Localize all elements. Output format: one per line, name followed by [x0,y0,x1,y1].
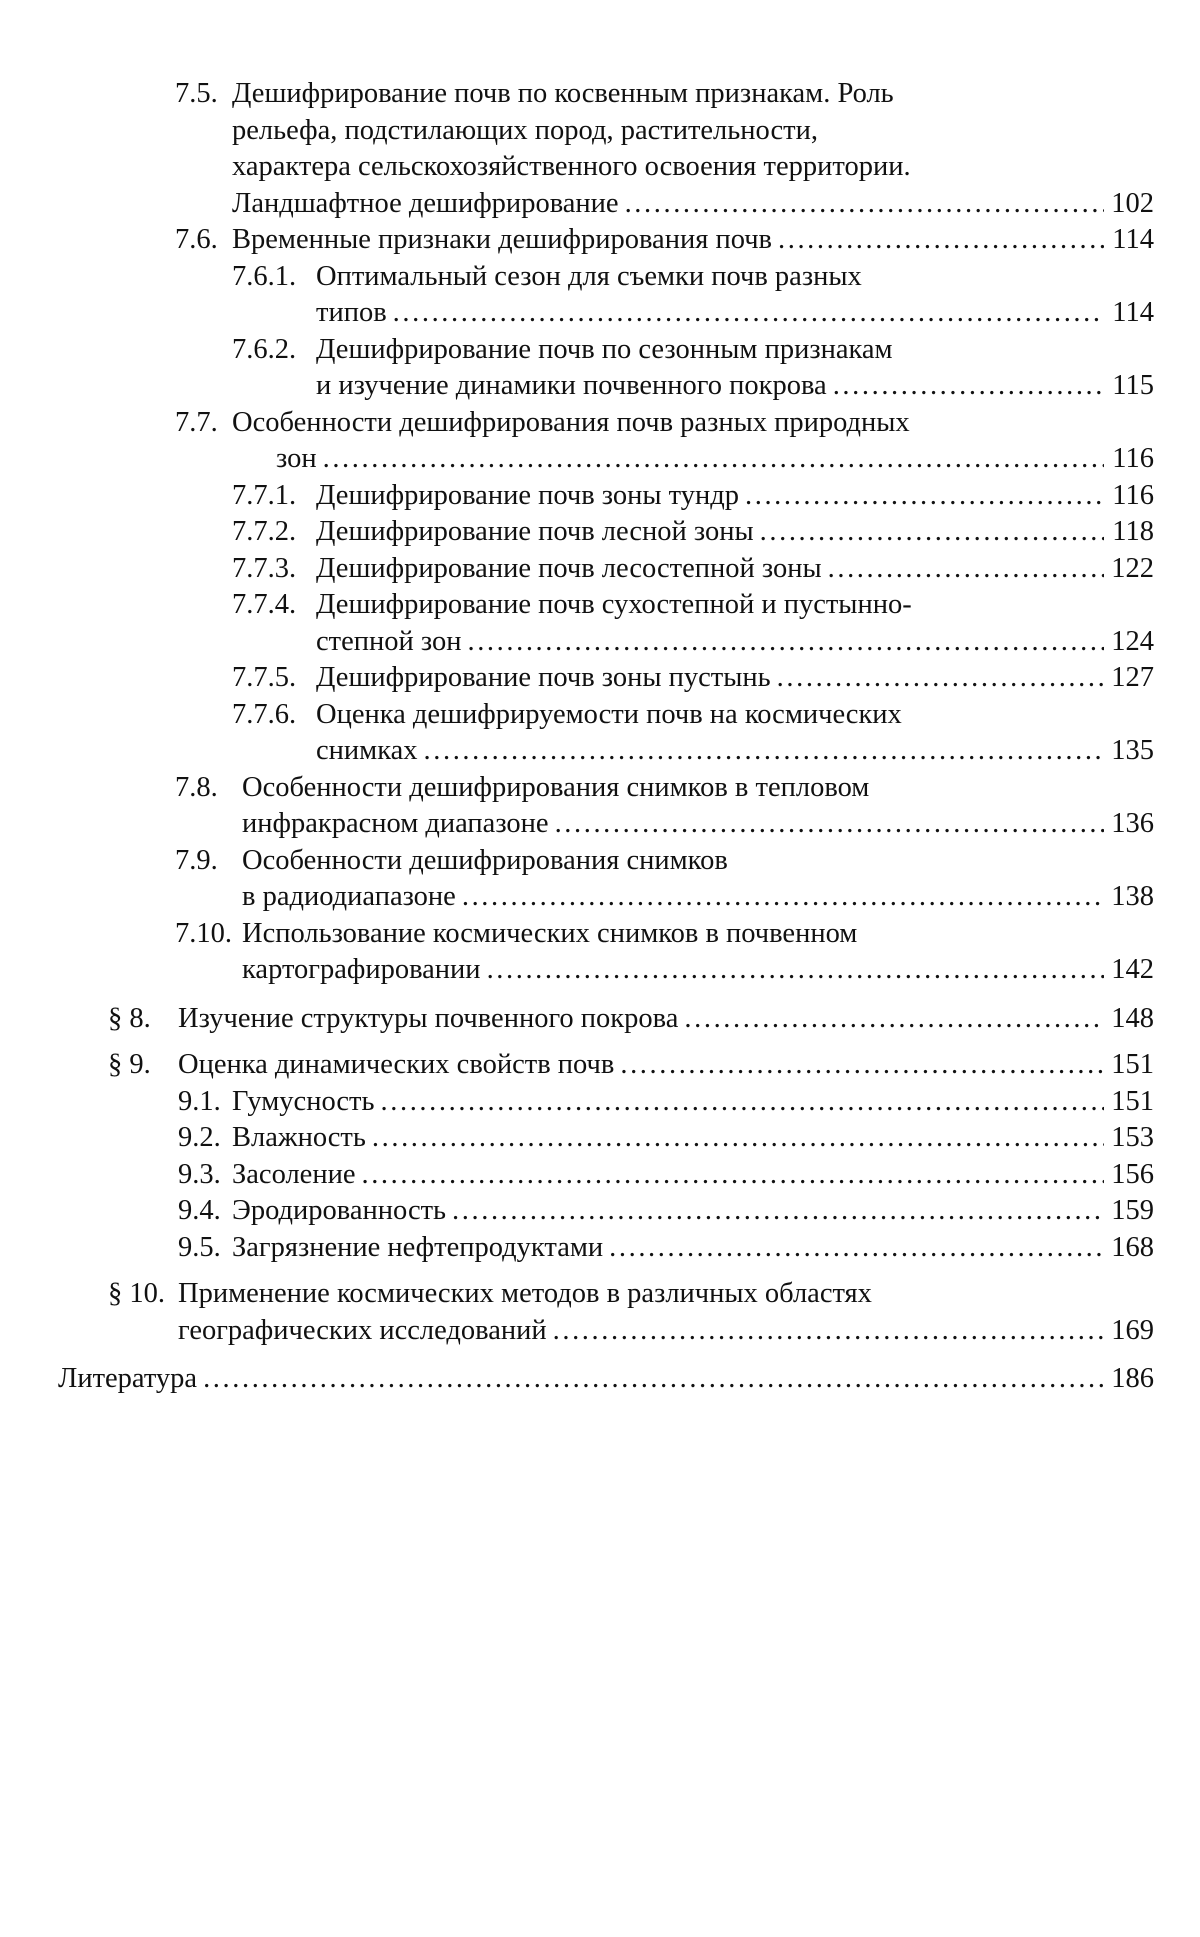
page-number: 135 [1111,735,1154,766]
dot-leader [393,295,1104,332]
page-number: 153 [1111,1122,1154,1153]
entry-title-line: Дешифрирование почв по сезонным признакам [316,333,893,365]
toc-entry [0,843,1200,916]
toc-entry [0,551,1200,588]
dot-leader [452,1193,1104,1230]
section-number: 9.4. [178,1195,221,1226]
dot-leader [777,660,1104,697]
page-number: 115 [1112,370,1154,401]
toc-entry [0,478,1200,515]
section-number: 7.7.1. [232,479,297,511]
section-number: 9.5. [178,1231,221,1263]
toc-entry [0,259,1200,332]
section-number: 7.7.2. [232,516,297,547]
dot-leader [462,879,1104,916]
toc-entry [0,1047,1200,1084]
section-number: § 9. [108,1049,151,1080]
section-number: 7.7.5. [232,662,297,693]
page-number: 127 [1111,662,1154,693]
section-number: § 10. [108,1278,165,1309]
section-number: 7.8. [175,771,218,803]
section-number: 7.6. [175,224,218,255]
dot-leader [372,1120,1104,1157]
dot-leader [625,186,1104,223]
entry-title-line: Дешифрирование почв сухостепной и пустынно- [316,589,912,620]
toc-entry [0,1193,1200,1230]
entry-title-line: Дешифрирование почв зоны тундр [316,479,739,511]
dot-leader [555,806,1104,843]
dot-leader [760,514,1104,551]
toc-entry [0,1230,1200,1267]
toc-entry [0,770,1200,843]
page-number: 148 [1111,1002,1154,1034]
page-number: 116 [1112,479,1154,511]
dot-leader [424,733,1104,770]
dot-leader [828,551,1104,588]
page-number: 142 [1111,954,1154,985]
entry-title-line: Загрязнение нефтепродуктами [232,1231,604,1263]
page-number: 114 [1112,297,1154,328]
toc-entry [0,697,1200,770]
entry-title-line: Временные признаки дешифрирования почв [232,224,772,255]
entry-title-line: снимках [316,735,418,766]
dot-leader [361,1157,1104,1194]
page-number: 116 [1112,443,1154,474]
section-number: 7.6.1. [232,260,297,292]
page-number: 114 [1112,224,1154,255]
dot-leader [203,1361,1104,1398]
section-number: 7.6.2. [232,333,297,365]
toc-entry [0,332,1200,405]
dot-leader [323,441,1104,478]
page-number: 151 [1111,1085,1154,1117]
section-number: 9.1. [178,1085,221,1117]
page-number: 169 [1111,1314,1154,1346]
section-number: 7.7.4. [232,589,297,620]
entry-title-line: Особенности дешифрирования снимков [242,844,728,876]
page-number: 156 [1111,1158,1154,1190]
dot-leader [620,1047,1104,1084]
entry-title-line: типов [316,297,387,328]
toc-entry [0,587,1200,660]
entry-title-line: Эродированность [232,1195,447,1226]
toc-entry [0,660,1200,697]
toc-entry [0,1084,1200,1121]
entry-title-line: инфракрасном диапазоне [242,808,549,839]
spacer [0,989,1200,1001]
spacer [0,1349,1200,1361]
page-number: 124 [1111,625,1154,657]
dot-leader [609,1230,1104,1267]
entry-title-line: Дешифрирование почв лесостепной зоны [316,552,822,584]
section-number: § 8. [108,1002,151,1034]
page-number: 159 [1111,1195,1154,1226]
dot-leader [487,952,1104,989]
spacer [0,1037,1200,1047]
entry-title-line: и изучение динамики почвенного покрова [316,370,827,401]
entry-title-line: Особенности дешифрирования почв разных природных [232,406,910,438]
page-number: 102 [1111,187,1154,219]
toc-entry [0,1276,1200,1349]
toc-entry [0,405,1200,478]
section-number: 9.3. [178,1158,221,1190]
dot-leader [553,1313,1104,1350]
page-number: 118 [1112,516,1154,547]
entry-title-line: Особенности дешифрирования снимков в тепловом [242,771,870,803]
section-number: 7.7.3. [232,552,297,584]
entry-title-line: Ландшафтное дешифрирование [232,187,619,219]
dot-leader [778,222,1104,259]
dot-leader [833,368,1104,405]
toc-entry [0,514,1200,551]
entry-title-line: Гумусность [232,1085,375,1117]
section-number: 7.9. [175,844,218,876]
page-number: 138 [1111,881,1154,912]
entry-title-line: Засоление [232,1158,356,1190]
toc-entry [0,1157,1200,1194]
entry-title-line: степной зон [316,625,462,657]
dot-leader [745,478,1104,515]
spacer [0,1266,1200,1276]
entry-title-line: Изучение структуры почвенного покрова [178,1002,679,1034]
entry-title-line: Влажность [232,1122,366,1153]
entry-title-line: Использование космических снимков в почвенном [242,917,858,949]
entry-title-line: картографировании [242,954,481,985]
entry-title-line: Дешифрирование почв лесной зоны [316,516,754,547]
toc-entry [0,1120,1200,1157]
section-number: 7.5. [175,78,218,109]
entry-title-line: Оценка дешифрируемости почв на космических [316,698,902,730]
entry-title-line: географических исследований [178,1314,547,1346]
dot-leader [381,1084,1104,1121]
page-number: 136 [1111,808,1154,839]
section-number: 7.7.6. [232,698,297,730]
entry-title-line: Оценка динамических свойств почв [178,1049,615,1080]
entry-title-line: в радиодиапазоне [242,881,456,912]
section-number: 7.10. [175,917,232,949]
toc-entry [0,916,1200,989]
entry-title-line: характера сельскохозяйственного освоения территории. [232,151,911,182]
page-number: 186 [1111,1363,1154,1394]
table-of-contents [0,76,1200,1398]
entry-title-line: Дешифрирование почв зоны пустынь [316,662,771,693]
section-number: 7.7. [175,406,218,438]
entry-title-line: Литература [58,1363,198,1394]
section-number: 9.2. [178,1122,221,1153]
page-number: 122 [1111,552,1154,584]
toc-entry [0,76,1200,222]
toc-entry-references [0,1361,1200,1398]
toc-entry [0,222,1200,259]
entry-title-line: рельефа, подстилающих пород, растительности, [232,114,818,146]
entry-title-line: Дешифрирование почв по косвенным признакам. Роль [232,78,894,109]
entry-title-line: Оптимальный сезон для съемки почв разных [316,260,862,292]
page-number: 168 [1111,1231,1154,1263]
dot-leader [467,624,1104,661]
entry-title-line: зон [276,443,317,474]
dot-leader [684,1001,1104,1038]
entry-title-line: Применение космических методов в различных областях [178,1278,872,1309]
toc-entry [0,1001,1200,1038]
page-number: 151 [1111,1049,1154,1080]
